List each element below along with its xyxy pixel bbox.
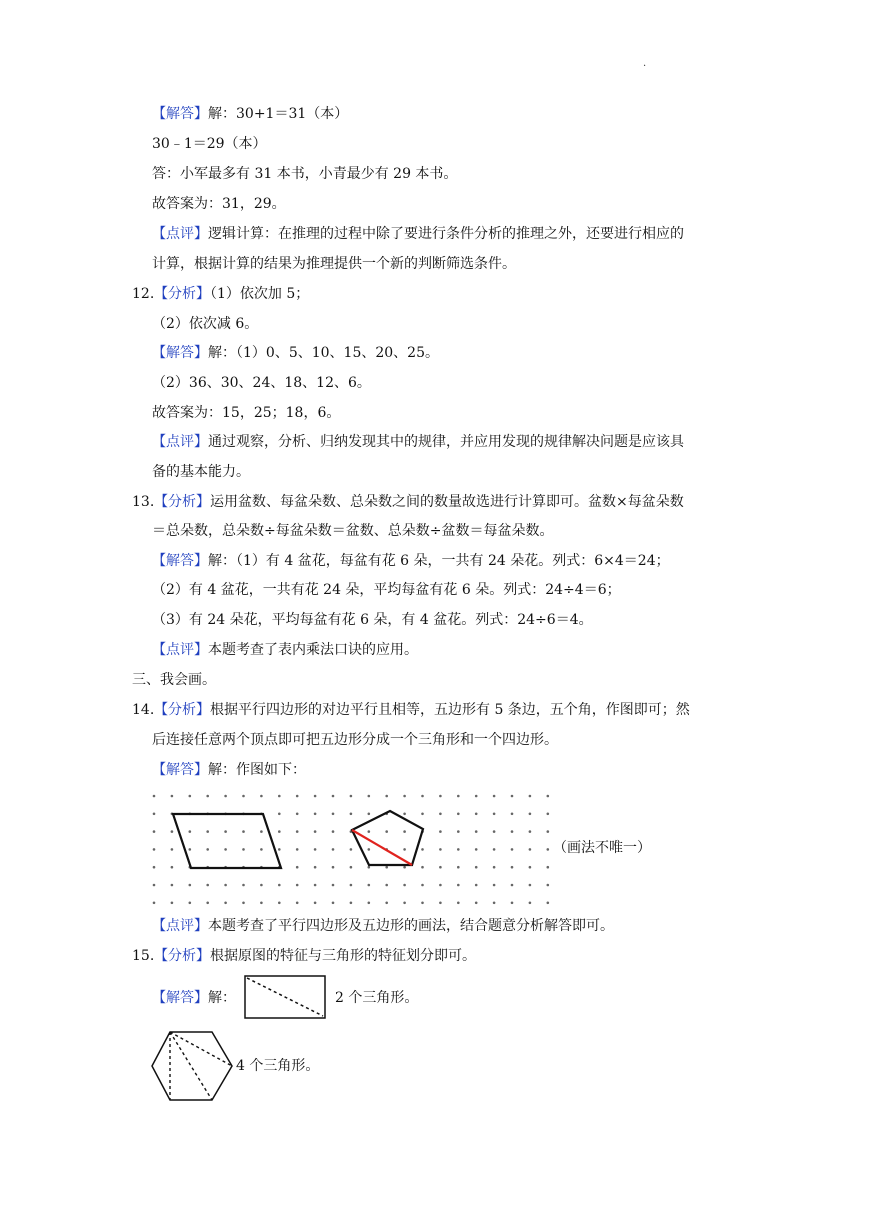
grid-dot (242, 902, 245, 905)
grid-dot (189, 848, 192, 851)
grid-dot (350, 884, 353, 887)
grid-dot (368, 902, 371, 905)
grid-dot (439, 795, 442, 798)
q12-comment-line-2: 备的基本能力。 (152, 464, 250, 480)
q13-analysis-line-1 (132, 492, 684, 512)
q12-answer-line-1 (152, 343, 439, 363)
grid-dot (529, 813, 532, 816)
grid-dot (457, 830, 460, 833)
q13-analysis-line-2: ＝总朵数，总朵数÷每盆朵数＝盆数、总朵数÷盆数＝每盆朵数。 (152, 523, 554, 539)
grid-dot (296, 866, 299, 869)
grid-dot (314, 866, 317, 869)
grid-dot (529, 848, 532, 851)
grid-dot (153, 795, 156, 798)
grid-dot (332, 902, 335, 905)
section-heading: 三、我会画。 (132, 672, 216, 688)
grid-dot (206, 848, 209, 851)
grid-dot (278, 830, 281, 833)
answer-tag: 【解答】 (152, 553, 208, 569)
grid-dot (403, 884, 406, 887)
comment-tag: 【点评】 (152, 918, 208, 934)
text: 解： (208, 990, 236, 1006)
grid-dot (224, 830, 227, 833)
grid-dot (385, 884, 388, 887)
pentagon (352, 811, 423, 865)
grid-dot (242, 884, 245, 887)
grid-dot (350, 866, 353, 869)
grid-dot (332, 866, 335, 869)
grid-dot (224, 848, 227, 851)
grid-dot (350, 813, 353, 816)
text: 解：30+1＝31（本） (208, 106, 349, 122)
grid-dot (278, 795, 281, 798)
grid-dot (547, 830, 550, 833)
q15-answer-line-1 (152, 988, 236, 1008)
grid-dot (332, 813, 335, 816)
comment-tag: 【点评】 (152, 434, 208, 450)
answer-tag: 【解答】 (152, 106, 208, 122)
grid-dot (296, 813, 299, 816)
grid-dot (385, 902, 388, 905)
rectangle-figure (244, 975, 328, 1021)
grid-dot (475, 830, 478, 833)
grid-dot (260, 795, 263, 798)
grid-dot (314, 884, 317, 887)
grid-dot (511, 902, 514, 905)
grid-dot (153, 866, 156, 869)
grid-dot (332, 884, 335, 887)
grid-dot (153, 830, 156, 833)
text: 运用盆数、每盆朵数、总朵数之间的数量故选进行计算即可。盆数×每盆朵数 (210, 494, 684, 510)
grid-dot (529, 830, 532, 833)
grid-dot (403, 813, 406, 816)
comment-tag: 【点评】 (152, 226, 208, 242)
grid-dot (493, 848, 496, 851)
grid-dot (350, 902, 353, 905)
grid-dot (403, 848, 406, 851)
grid-dot (547, 848, 550, 851)
grid-dot (475, 813, 478, 816)
q11-answer-line-4: 故答案为：31，29。 (152, 196, 286, 212)
grid-dot (475, 848, 478, 851)
grid-dot (475, 866, 478, 869)
grid-dot (457, 866, 460, 869)
grid-dot (278, 884, 281, 887)
grid-dot (314, 813, 317, 816)
grid-dot (206, 830, 209, 833)
parallelogram (173, 814, 281, 868)
grid-dot (529, 902, 532, 905)
q11-answer-line-3: 答：小军最多有 31 本书，小青最少有 29 本书。 (152, 166, 458, 182)
grid-dot (529, 795, 532, 798)
grid-dot (224, 884, 227, 887)
grid-dot (314, 848, 317, 851)
grid-dot (457, 795, 460, 798)
grid-dot (493, 795, 496, 798)
grid-dot (153, 884, 156, 887)
analysis-tag: 【分析】 (154, 494, 210, 510)
question-number: 13. (132, 494, 155, 510)
grid-dot (224, 902, 227, 905)
grid-dot (403, 902, 406, 905)
grid-dot (242, 830, 245, 833)
q11-comment-line-2: 计算，根据计算的结果为推理提供一个新的判断筛选条件。 (152, 256, 516, 272)
text: 通过观察，分析、归纳发现其中的规律，并应用发现的规律解决问题是应该具 (208, 434, 684, 450)
grid-dot (529, 866, 532, 869)
grid-dot (529, 884, 532, 887)
grid-dot (385, 795, 388, 798)
grid-dot (403, 866, 406, 869)
text: 根据原图的特征与三角形的特征划分即可。 (210, 948, 476, 964)
grid-dot (511, 813, 514, 816)
answer-tag: 【解答】 (152, 762, 208, 778)
grid-dot (421, 884, 424, 887)
question-number: 14. (132, 702, 155, 718)
answer-tag: 【解答】 (152, 990, 208, 1006)
text: 本题考查了平行四边形及五边形的画法，结合题意分析解答即可。 (208, 918, 614, 934)
text: 逻辑计算：在推理的过程中除了要进行条件分析的推理之外，还要进行相应的 (208, 226, 684, 242)
q14-analysis-line-2: 后连接任意两个顶点即可把五边形分成一个三角形和一个四边形。 (152, 732, 558, 748)
grid-dot (296, 884, 299, 887)
grid-dot (171, 866, 174, 869)
grid-dot (493, 813, 496, 816)
grid-dot (206, 795, 209, 798)
dashed-diagonal (247, 978, 323, 1016)
analysis-tag: 【分析】 (154, 948, 210, 964)
grid-dot (242, 848, 245, 851)
grid-dot (171, 884, 174, 887)
q11-answer-line-2: 30﹣1＝29（本） (152, 136, 267, 152)
grid-dot (439, 884, 442, 887)
grid-dot (278, 902, 281, 905)
comment-tag: 【点评】 (152, 642, 208, 658)
grid-dot (475, 902, 478, 905)
grid-dot (153, 902, 156, 905)
q14-comment-line-1 (152, 916, 614, 936)
answer-tag: 【解答】 (152, 345, 208, 361)
grid-dot (547, 813, 550, 816)
grid-dot (332, 830, 335, 833)
grid-dot (350, 848, 353, 851)
q12-comment-line-1 (152, 432, 684, 452)
text: 解：（1）0、5、10、15、20、25。 (208, 345, 439, 361)
grid-dot (368, 884, 371, 887)
grid-dot (314, 830, 317, 833)
grid-dot (511, 795, 514, 798)
grid-dot (547, 902, 550, 905)
grid-dot (439, 866, 442, 869)
grid-dot (260, 884, 263, 887)
q13-answer-line-3: （3）有 24 朵花，平均每盆有花 6 朵，有 4 盆花。列式：24÷6＝4。 (152, 612, 593, 628)
text: 解：作图如下： (208, 762, 306, 778)
grid-dot (206, 884, 209, 887)
grid-dot (493, 866, 496, 869)
grid-dot (511, 866, 514, 869)
grid-dot (189, 884, 192, 887)
grid-dot (260, 830, 263, 833)
grid-dot (260, 902, 263, 905)
dot-grid-figure (148, 790, 552, 908)
grid-dot (368, 848, 371, 851)
grid-dot (475, 795, 478, 798)
grid-dot (278, 813, 281, 816)
grid-dot (511, 884, 514, 887)
grid-dot (439, 902, 442, 905)
grid-dot (314, 902, 317, 905)
grid-dot (421, 813, 424, 816)
grid-dot (493, 884, 496, 887)
q13-answer-line-1 (152, 551, 670, 571)
grid-dot (224, 795, 227, 798)
grid-dot (332, 848, 335, 851)
grid-dot (421, 795, 424, 798)
q14-answer-line-1 (152, 760, 306, 780)
grid-dot (439, 830, 442, 833)
q11-comment-line-1 (152, 224, 684, 244)
grid-dot (547, 795, 550, 798)
grid-dot (547, 884, 550, 887)
grid-dot (368, 830, 371, 833)
text: 解：（1）有 4 盆花，每盆有花 6 朵，一共有 24 朵花。列式：6×4＝24； (208, 553, 670, 569)
grid-dot (153, 813, 156, 816)
grid-dot (171, 848, 174, 851)
grid-dot (189, 902, 192, 905)
question-number: 15. (132, 948, 155, 964)
grid-dot (439, 813, 442, 816)
grid-dot (171, 830, 174, 833)
question-number: 12. (132, 286, 155, 302)
grid-dot (153, 848, 156, 851)
figure-note: （画法不唯一） (553, 840, 651, 856)
grid-dot (206, 902, 209, 905)
grid-dot (493, 830, 496, 833)
grid-dot (385, 866, 388, 869)
grid-dot (421, 902, 424, 905)
grid-dot (403, 795, 406, 798)
grid-dot (547, 866, 550, 869)
grid-dot (421, 848, 424, 851)
grid-dot (493, 902, 496, 905)
text: 根据平行四边形的对边平行且相等，五边形有 5 条边，五个角，作图即可；然 (210, 702, 690, 718)
q12-analysis-line-1 (132, 284, 309, 304)
q15-analysis-line-1 (132, 946, 476, 966)
q14-analysis-line-1 (132, 700, 690, 720)
text: 本题考查了表内乘法口诀的应用。 (208, 642, 418, 658)
grid-dot (511, 848, 514, 851)
analysis-tag: 【分析】 (154, 702, 210, 718)
grid-dot (350, 795, 353, 798)
q13-answer-line-2: （2）有 4 盆花，一共有花 24 朵，平均每盆有花 6 朵。列式：24÷4＝6； (152, 582, 621, 598)
grid-dot (457, 848, 460, 851)
grid-dot (278, 848, 281, 851)
q12-analysis-line-2: （2）依次减 6。 (152, 316, 259, 332)
grid-dot (457, 813, 460, 816)
grid-dot (171, 795, 174, 798)
q13-comment-line-1 (152, 640, 418, 660)
grid-dot (368, 795, 371, 798)
grid-dot (296, 795, 299, 798)
grid-dot (296, 902, 299, 905)
grid-dot (368, 866, 371, 869)
text: （1）依次加 5； (210, 286, 310, 302)
hexagon-figure (150, 1030, 236, 1102)
grid-dot (171, 902, 174, 905)
grid-dot (368, 813, 371, 816)
grid-dot (511, 830, 514, 833)
grid-dot (314, 795, 317, 798)
corner-mark: . (643, 58, 647, 69)
grid-dot (189, 795, 192, 798)
q12-answer-line-3: 故答案为：15，25；18，6。 (152, 405, 341, 421)
grid-dot (421, 866, 424, 869)
grid-dot (332, 795, 335, 798)
grid-dot (189, 830, 192, 833)
grid-dot (457, 902, 460, 905)
grid-dot (296, 848, 299, 851)
q12-answer-line-2: （2）36、30、24、18、12、6。 (152, 375, 371, 391)
grid-dot (296, 830, 299, 833)
grid-dot (403, 830, 406, 833)
grid-dot (475, 884, 478, 887)
grid-dot (439, 848, 442, 851)
grid-dot (385, 830, 388, 833)
grid-dot (242, 795, 245, 798)
analysis-tag: 【分析】 (154, 286, 210, 302)
grid-dot (260, 848, 263, 851)
rectangle-caption: 2 个三角形。 (335, 990, 419, 1006)
grid-dot (457, 884, 460, 887)
q11-answer-line-1 (152, 104, 348, 124)
hexagon-caption: 4 个三角形。 (236, 1058, 320, 1074)
